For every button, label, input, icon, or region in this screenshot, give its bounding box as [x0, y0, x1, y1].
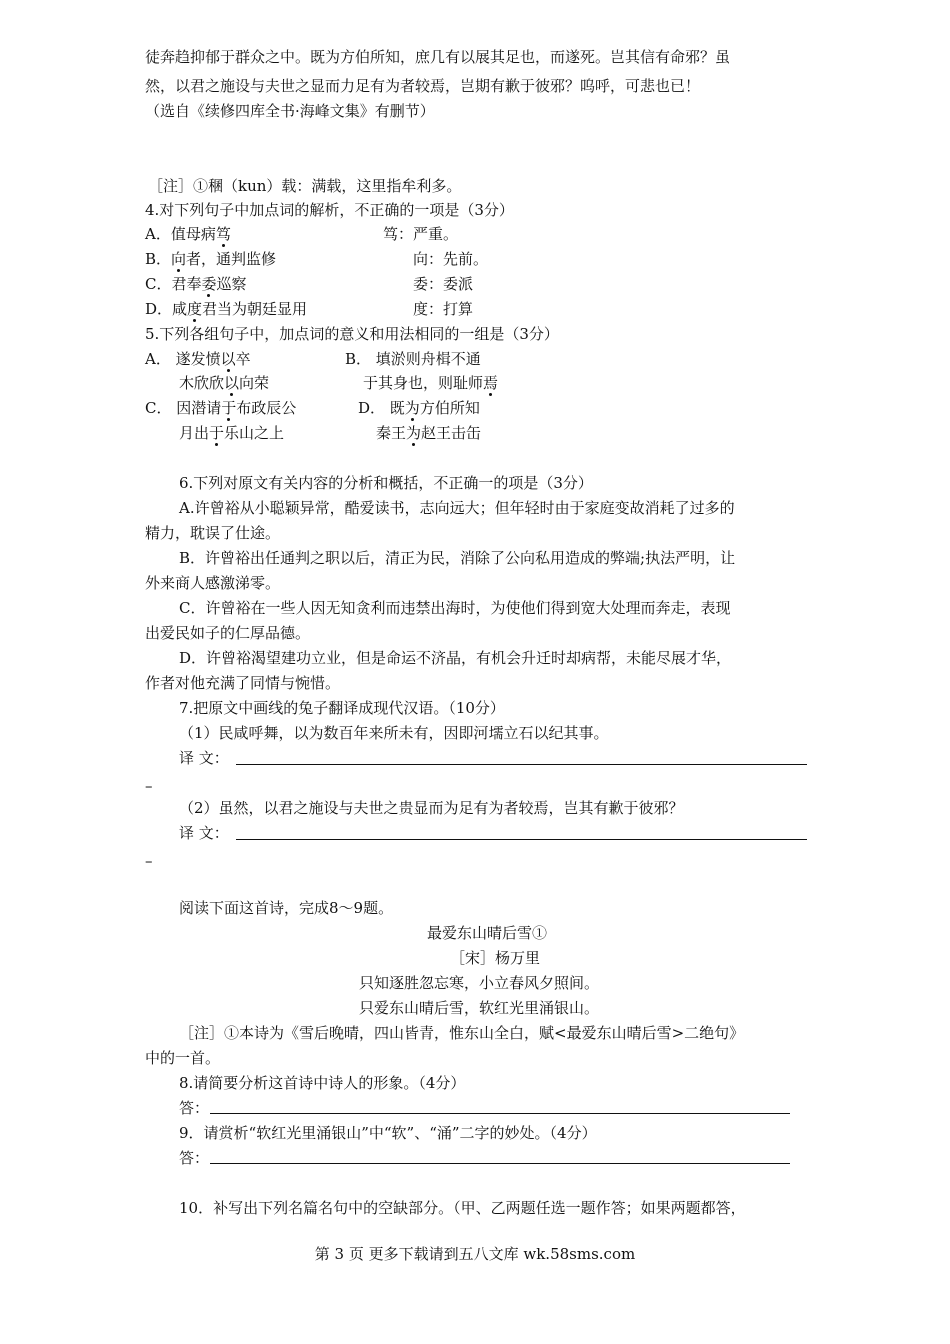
q5-option-a-line1: A． 遂发愤以卒: [145, 350, 251, 368]
q4-option-c-explanation: 委：委派: [413, 275, 474, 293]
q6-option-b-cont: 外来商人感激涕零。: [145, 574, 281, 592]
q7-dash-2: –: [145, 852, 153, 870]
poem-author: ［宋］杨万里: [450, 949, 541, 967]
q4-option-a: A．值母病笃: [145, 225, 231, 243]
q5-option-b-line2: 于其身也，则耻师焉: [363, 374, 499, 392]
q8-answer-line[interactable]: [210, 1113, 790, 1114]
poem-note: ［注］①本诗为《雪后晚晴，四山皆青，惟东山全白，赋<最爱东山晴后雪>二绝句》: [179, 1024, 745, 1042]
q7-sentence-1: （1）民咸呼舞，以为数百年来所未有，因即河壖立石以纪其事。: [179, 724, 609, 742]
q5-option-a-line2: 木欣欣以向荣: [179, 374, 270, 392]
q7-answer-label-2: 译 文：: [179, 824, 229, 842]
q5-option-d-line2: 秦王为赵王击缶: [376, 424, 482, 442]
passage-line: 然，以君之施设与夫世之显而力足有为者较焉，岂期有歉于彼邪？呜呼，可悲也已！: [145, 77, 701, 95]
question-4-stem: 4.对下列句子中加点词的解析，不正确的一项是（3分）: [145, 201, 514, 219]
q8-answer-label: 答：: [179, 1099, 210, 1117]
page-footer: 第 3 页 更多下载请到五八文库 wk.58sms.com: [314, 1245, 636, 1263]
q4-option-d-explanation: 度：打算: [413, 300, 474, 318]
passage-line: 徒奔趋抑郁于群众之中。既为方伯所知，庶几有以展其足也，而遂死。岂其信有命邪？虽: [145, 48, 731, 66]
q6-option-a-cont: 精力，耽误了仕途。: [145, 524, 281, 542]
q4-option-a-explanation: 笃：严重。: [383, 225, 459, 243]
q4-option-b-explanation: 向：先前。: [413, 250, 489, 268]
q9-answer-label: 答：: [179, 1149, 210, 1167]
passage-source: （选自《续修四库全书·海峰文集》有删节）: [145, 102, 435, 120]
q7-answer-line-1[interactable]: [236, 764, 807, 765]
q7-dash-1: –: [145, 777, 153, 795]
q6-option-a: A.许曾裕从小聪颖异常，酷爱读书，志向远大；但年轻时由于家庭变故消耗了过多的: [179, 499, 735, 517]
q4-option-d: D．咸度君当为朝廷显用: [145, 300, 308, 318]
q5-option-c-line1: C． 因潜请于布政辰公: [145, 399, 297, 417]
question-10-stem: 10．补写出下列名篇名句中的空缺部分。（甲、乙两题任选一题作答；如果两题都答，: [179, 1199, 746, 1217]
q5-option-c-line2: 月出于乐山之上: [179, 424, 285, 442]
q6-option-c: C．许曾裕在一些人因无知贪利而违禁出海时，为使他们得到宽大处理而奔走，表现: [179, 599, 731, 617]
q9-answer-line[interactable]: [210, 1163, 790, 1164]
poem-line-2: 只爱东山晴后雪，软红光里涌银山。: [359, 999, 600, 1017]
q6-option-b: B．许曾裕出任通判之职以后，清正为民，消除了公向私用造成的弊端;执法严明，让: [179, 549, 736, 567]
q7-answer-label-1: 译 文：: [179, 749, 229, 767]
q4-option-c: C．君奉委巡察: [145, 275, 247, 293]
question-7-stem: 7.把原文中画线的兔子翻译成现代汉语。（10分）: [179, 699, 505, 717]
poem-note-cont: 中的一首。: [145, 1049, 221, 1067]
poem-title: 最爱东山晴后雪①: [427, 924, 548, 942]
q7-sentence-2: （2）虽然，以君之施设与夫世之贵显而为足有为者较焉，岂其有歉于彼邪？: [179, 799, 684, 817]
question-9-stem: 9．请赏析“软红光里涌银山”中“软”、“涌”二字的妙处。（4分）: [179, 1124, 597, 1142]
q4-option-b: B．向者，通判监修: [145, 250, 277, 268]
q5-option-d-line1: D． 既为方伯所知: [358, 399, 480, 417]
q6-option-d: D．许曾裕渴望建功立业，但是命运不济晶，有机会升迁时却病帮，未能尽展才华，: [179, 649, 732, 667]
poem-intro: 阅读下面这首诗，完成8～9题。: [179, 899, 394, 917]
question-8-stem: 8.请简要分析这首诗中诗人的形象。（4分）: [179, 1074, 466, 1092]
q7-answer-line-2[interactable]: [236, 839, 807, 840]
question-6-stem: 6.下列对原文有关内容的分析和概括，不正确一的项是（3分）: [179, 474, 593, 492]
q6-option-c-cont: 出爱民如子的仁厚品德。: [145, 624, 311, 642]
q5-option-b-line1: B． 填淤则舟楫不通: [345, 350, 481, 368]
q6-option-d-cont: 作者对他充满了同情与惋惜。: [145, 674, 341, 692]
poem-line-1: 只知逐胜忽忘寒，小立春风夕照间。: [359, 974, 600, 992]
vocab-note: ［注］①稛（kun）载：满载，这里指牟利多。: [148, 177, 462, 195]
question-5-stem: 5.下列各组句子中，加点词的意义和用法相同的一组是（3分）: [145, 325, 559, 343]
